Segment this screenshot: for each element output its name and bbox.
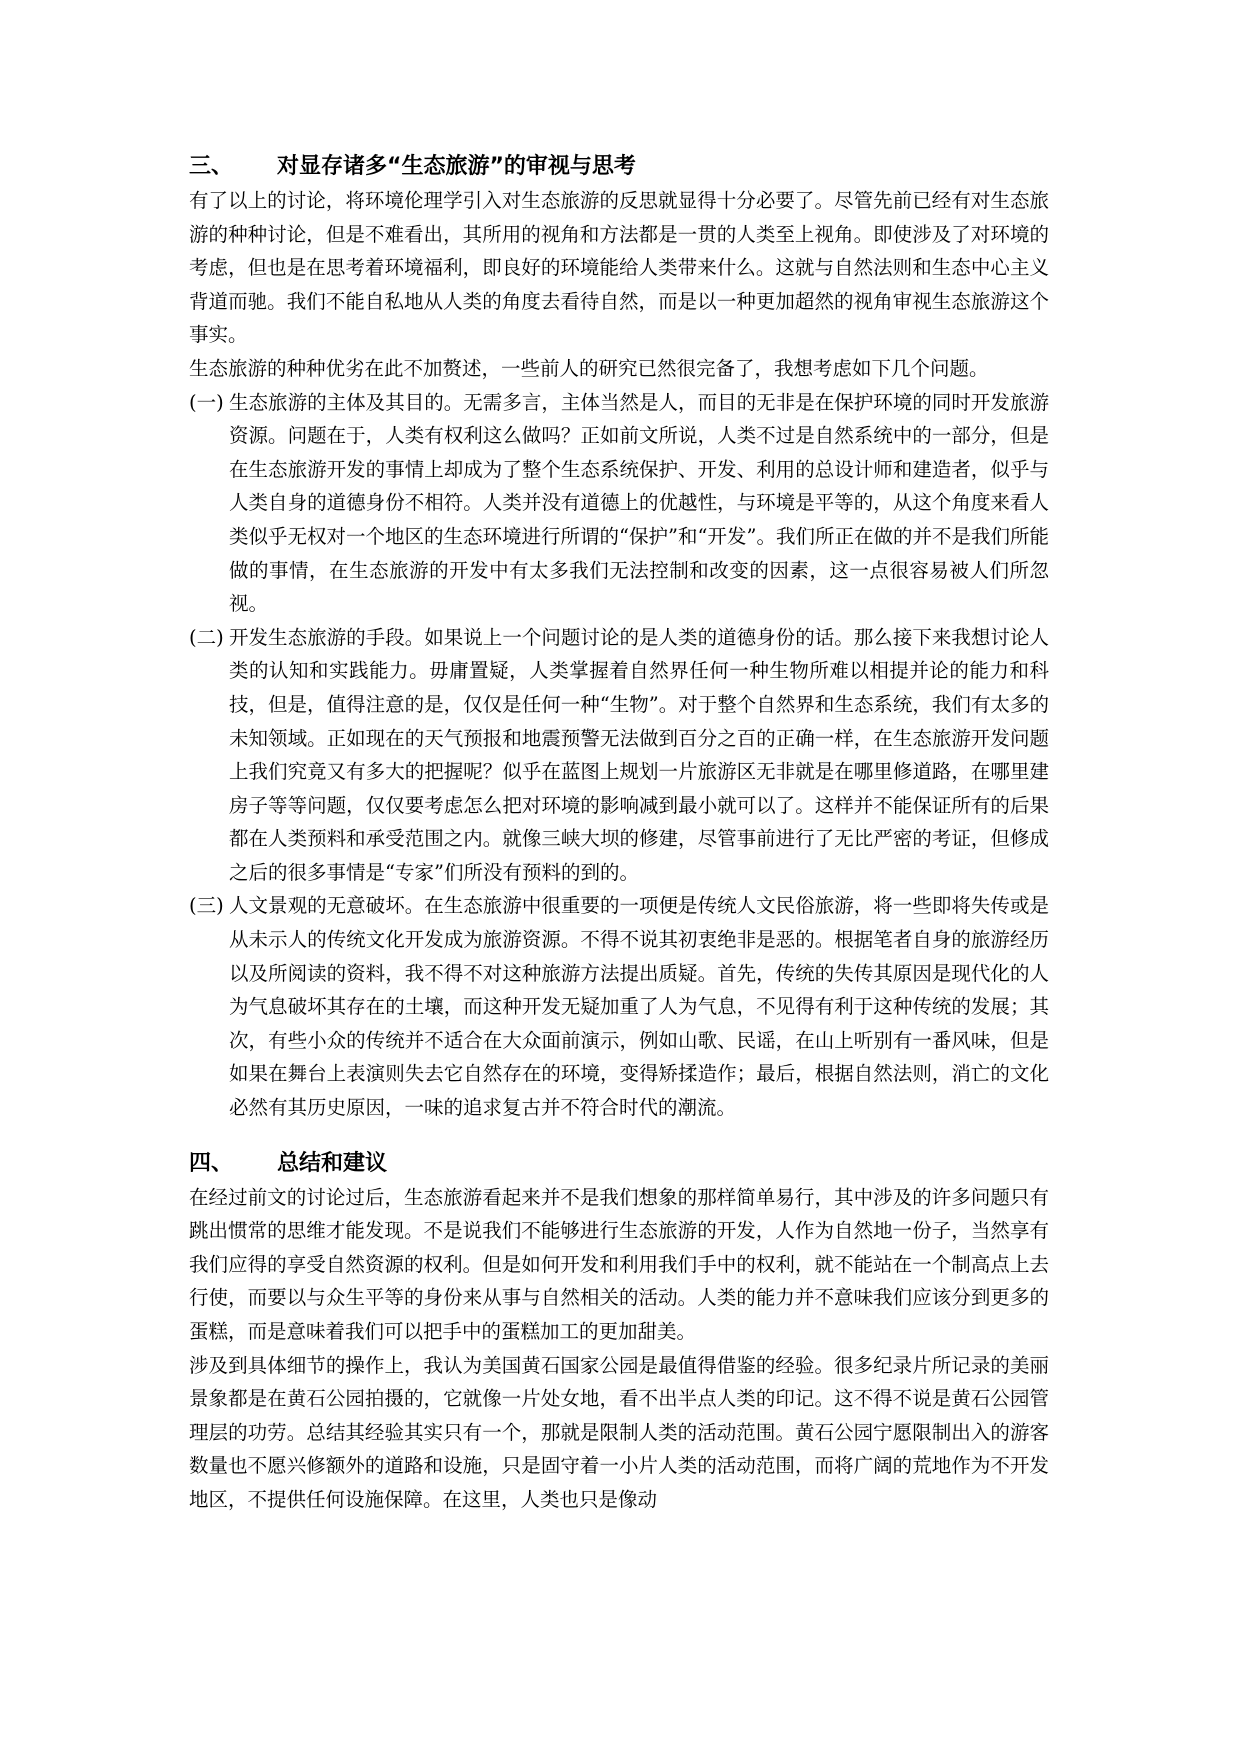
list-item-1-text: 生态旅游的主体及其目的。无需多言，主体当然是人，而目的无非是在保护环境的同时开发旅游资源。问题在于，人类有权利这么做吗？正如前文所说，人类不过是自然系统中的一部分，但是在生态旅游开发的事情上却成为了整个生态系统保护、开发、利用的总设计师和建造者，似乎与人类自身的道德身份不相符。人类并没有道德上的优越性，与环境是平等的，从这个角度来看人类似乎无权对一个地区的生态环境进行所谓的“保护”和“开发”。我们所正在做的并不是我们所能做的事情，在生态旅游的开发中有太多我们无法控制和改变的因素，这一点很容易被人们所忽视。 [229,390,1049,616]
section-3-title: 对显存诸多“生态旅游”的审视与思考 [277,154,636,179]
section-4-title: 总结和建议 [277,1150,388,1176]
section-spacer [189,1125,1049,1147]
list-marker-3: (三) [189,894,224,918]
section-3-number: 三、 [189,154,234,179]
section-4-number: 四、 [189,1150,234,1176]
section-4-paragraph-2: 涉及到具体细节的操作上，我认为美国黄石国家公园是最值得借鉴的经验。很多纪录片所记录的美丽景象都是在黄石公园拍摄的，它就像一片处女地，看不出半点人类的印记。这不得不说是黄石公园管理层的功劳。总结其经验其实只有一个，那就是限制人类的活动范围。黄石公园宁愿限制出入的游客数量也不愿兴修额外的道路和设施，只是固守着一小片人类的活动范围，而将广阔的荒地作为不开发地区，不提供任何设施保障。在这里，人类也只是像动 [189,1353,1049,1511]
section-3-paragraph-2: 生态旅游的种种优劣在此不加赘述，一些前人的研究已然很完备了，我想考虑如下几个问题。 [189,356,989,380]
list-item-2 [189,621,1049,890]
section-4-paragraph-1: 在经过前文的讨论过后，生态旅游看起来并不是我们想象的那样简单易行，其中涉及的许多问题只有跳出惯常的思维才能发现。不是说我们不能够进行生态旅游的开发，人作为自然地一份子，当然享有我们应得的享受自然资源的权利。但是如何开发和利用我们手中的权利，就不能站在一个制高点上去行使，而要以与众生平等的身份来从事与自然相关的活动。人类的能力并不意味我们应该分到更多的蛋糕，而是意味着我们可以把手中的蛋糕加工的更加甜美。 [189,1185,1049,1343]
section-3-heading [189,150,1049,184]
list-marker-2: (二) [189,625,224,649]
list-item-3 [189,889,1049,1124]
section-4-heading [189,1147,1049,1181]
list-item-2-text: 开发生态旅游的手段。如果说上一个问题讨论的是人类的道德身份的话。那么接下来我想讨论人类的认知和实践能力。毋庸置疑，人类掌握着自然界任何一种生物所难以相提并论的能力和科技，但是，值得注意的是，仅仅是任何一种“生物”。对于整个自然界和生态系统，我们有太多的未知领域。正如现在的天气预报和地震预警无法做到百分之百的正确一样，在生态旅游开发问题上我们究竟又有多大的把握呢？似乎在蓝图上规划一片旅游区无非就是在哪里修道路，在哪里建房子等等问题，仅仅要考虑怎么把对环境的影响减到最小就可以了。这样并不能保证所有的后果都在人类预料和承受范围之内。就像三峡大坝的修建，尽管事前进行了无比严密的考证，但修成之后的很多事情是“专家”们所没有预料的到的。 [229,625,1049,884]
list-marker-1: (一) [189,390,224,414]
list-item-1 [189,386,1049,621]
document-page [189,150,1049,1517]
list-item-3-text: 人文景观的无意破坏。在生态旅游中很重要的一项便是传统人文民俗旅游，将一些即将失传或是从未示人的传统文化开发成为旅游资源。不得不说其初衷绝非是恶的。根据笔者自身的旅游经历以及所阅读的资料，我不得不对这种旅游方法提出质疑。首先，传统的失传其原因是现代化的人为气息破坏其存在的土壤，而这种开发无疑加重了人为气息，不见得有利于这种传统的发展；其次，有些小众的传统并不适合在大众面前演示，例如山歌、民谣，在山上听别有一番风味，但是如果在舞台上表演则失去它自然存在的环境，变得矫揉造作；最后，根据自然法则，消亡的文化必然有其历史原因，一味的追求复古并不符合时代的潮流。 [229,894,1049,1120]
section-3-paragraph-1: 有了以上的讨论，将环境伦理学引入对生态旅游的反思就显得十分必要了。尽管先前已经有对生态旅游的种种讨论，但是不难看出，其所用的视角和方法都是一贯的人类至上视角。即使涉及了对环境的考虑，但也是在思考着环境福利，即良好的环境能给人类带来什么。这就与自然法则和生态中心主义背道而驰。我们不能自私地从人类的角度去看待自然，而是以一种更加超然的视角审视生态旅游这个事实。 [189,189,1049,347]
